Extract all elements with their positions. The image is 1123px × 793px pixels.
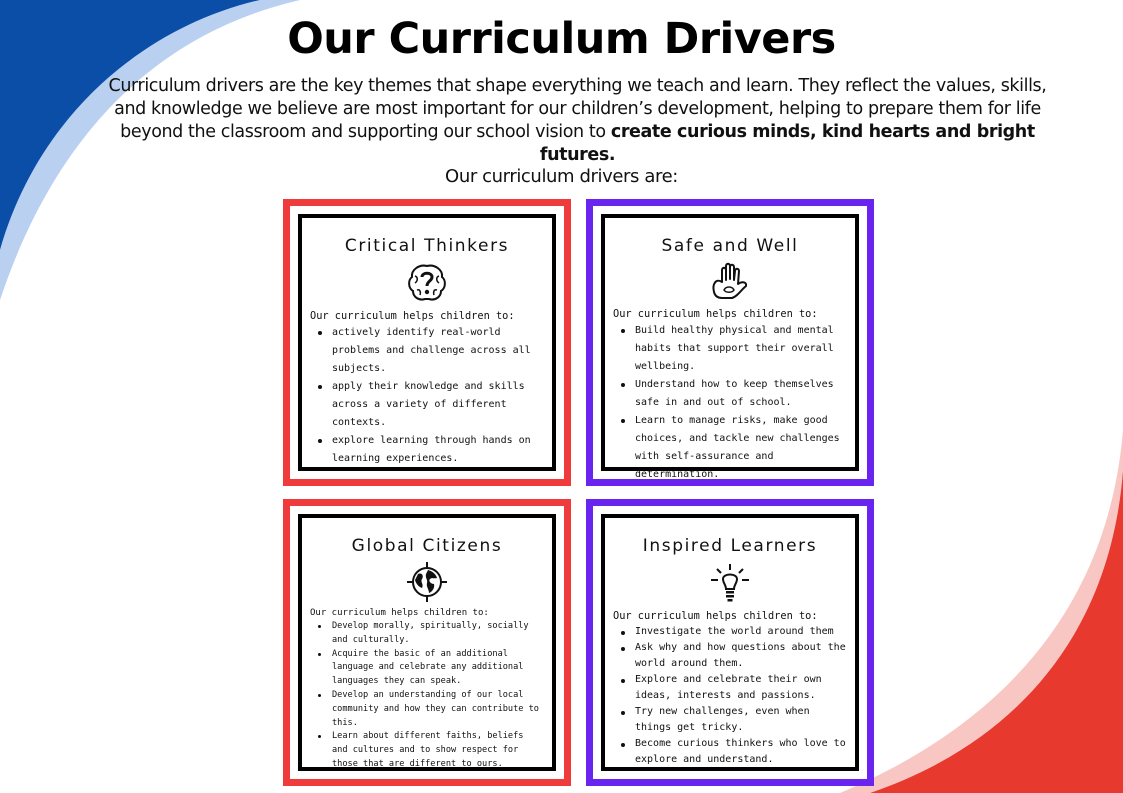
list-item: actively identify real-world problems and challenge across all subjects. [332,324,544,378]
list-item: Ask why and how questions about the world around them. [635,640,847,672]
list-item: Build healthy physical and mental habits that support their overall wellbeing. [635,322,847,376]
card-title: Inspired Learners [642,536,818,556]
open-hand-icon [708,262,752,302]
brain-question-icon [405,262,449,304]
card-global-citizens [283,499,571,786]
list-item: Investigate the world around them [635,624,847,640]
globe-compass-icon [406,562,448,602]
card-title: Critical Thinkers [344,236,510,256]
lightbulb-icon [708,562,752,604]
card-lead: Our curriculum helps children to: [613,308,818,320]
card-lead: Our curriculum helps children to: [613,610,818,622]
card-inner [601,214,859,480]
page-title: Our Curriculum Drivers [287,14,836,64]
list-item: apply their knowledge and skills across a variety of different contexts. [332,378,544,432]
intro-text: Curriculum drivers are the key themes that shape everything we teach and learn. They reflect the values, skills, and knowledge we believe are most important for our children’s development, helping to prepare them for life beyond the classroom and supporting our school vision to [108,76,1047,142]
card-list [310,324,544,468]
list-item: Learn to manage risks, make good choices, and tackle new challenges with self-assurance and determination. [635,412,847,484]
list-item: explore learning through hands on learning experiences. [332,432,544,468]
card-list [310,620,544,772]
card-title: Safe and Well [661,236,799,256]
school-vision: create curious minds, kind hearts and bright futures. [539,122,1035,165]
list-item: Develop an understanding of our local community and how they can contribute to this. [332,689,544,730]
list-item: Become curious thinkers who love to explore and understand. [635,736,847,768]
card-safe-and-well [586,199,874,486]
card-inner [298,514,556,771]
list-item: Try new challenges, even when things get tricky. [635,704,847,736]
card-critical-thinkers [283,199,571,486]
list-item: Acquire the basic of an additional language and celebrate any additional languages they can speak. [332,648,544,689]
card-title: Global Citizens [351,536,503,556]
list-item: Explore and celebrate their own ideas, interests and passions. [635,672,847,704]
red-swoosh [870,470,1123,793]
card-inner [298,214,556,471]
card-inspired-learners [586,499,874,786]
intro-paragraph [100,75,1055,167]
card-lead: Our curriculum helps children to: [310,310,515,322]
drivers-lead: Our curriculum drivers are: [445,166,678,187]
list-item: Develop morally, spiritually, socially and culturally. [332,620,544,648]
card-list [613,624,847,768]
card-list [613,322,847,484]
list-item: Learn about different faiths, beliefs and cultures and to show respect for those that are different to ours. [332,730,544,771]
list-item: Understand how to keep themselves safe in and out of school. [635,376,847,412]
card-inner [601,514,859,771]
card-lead: Our curriculum helps children to: [310,608,489,618]
